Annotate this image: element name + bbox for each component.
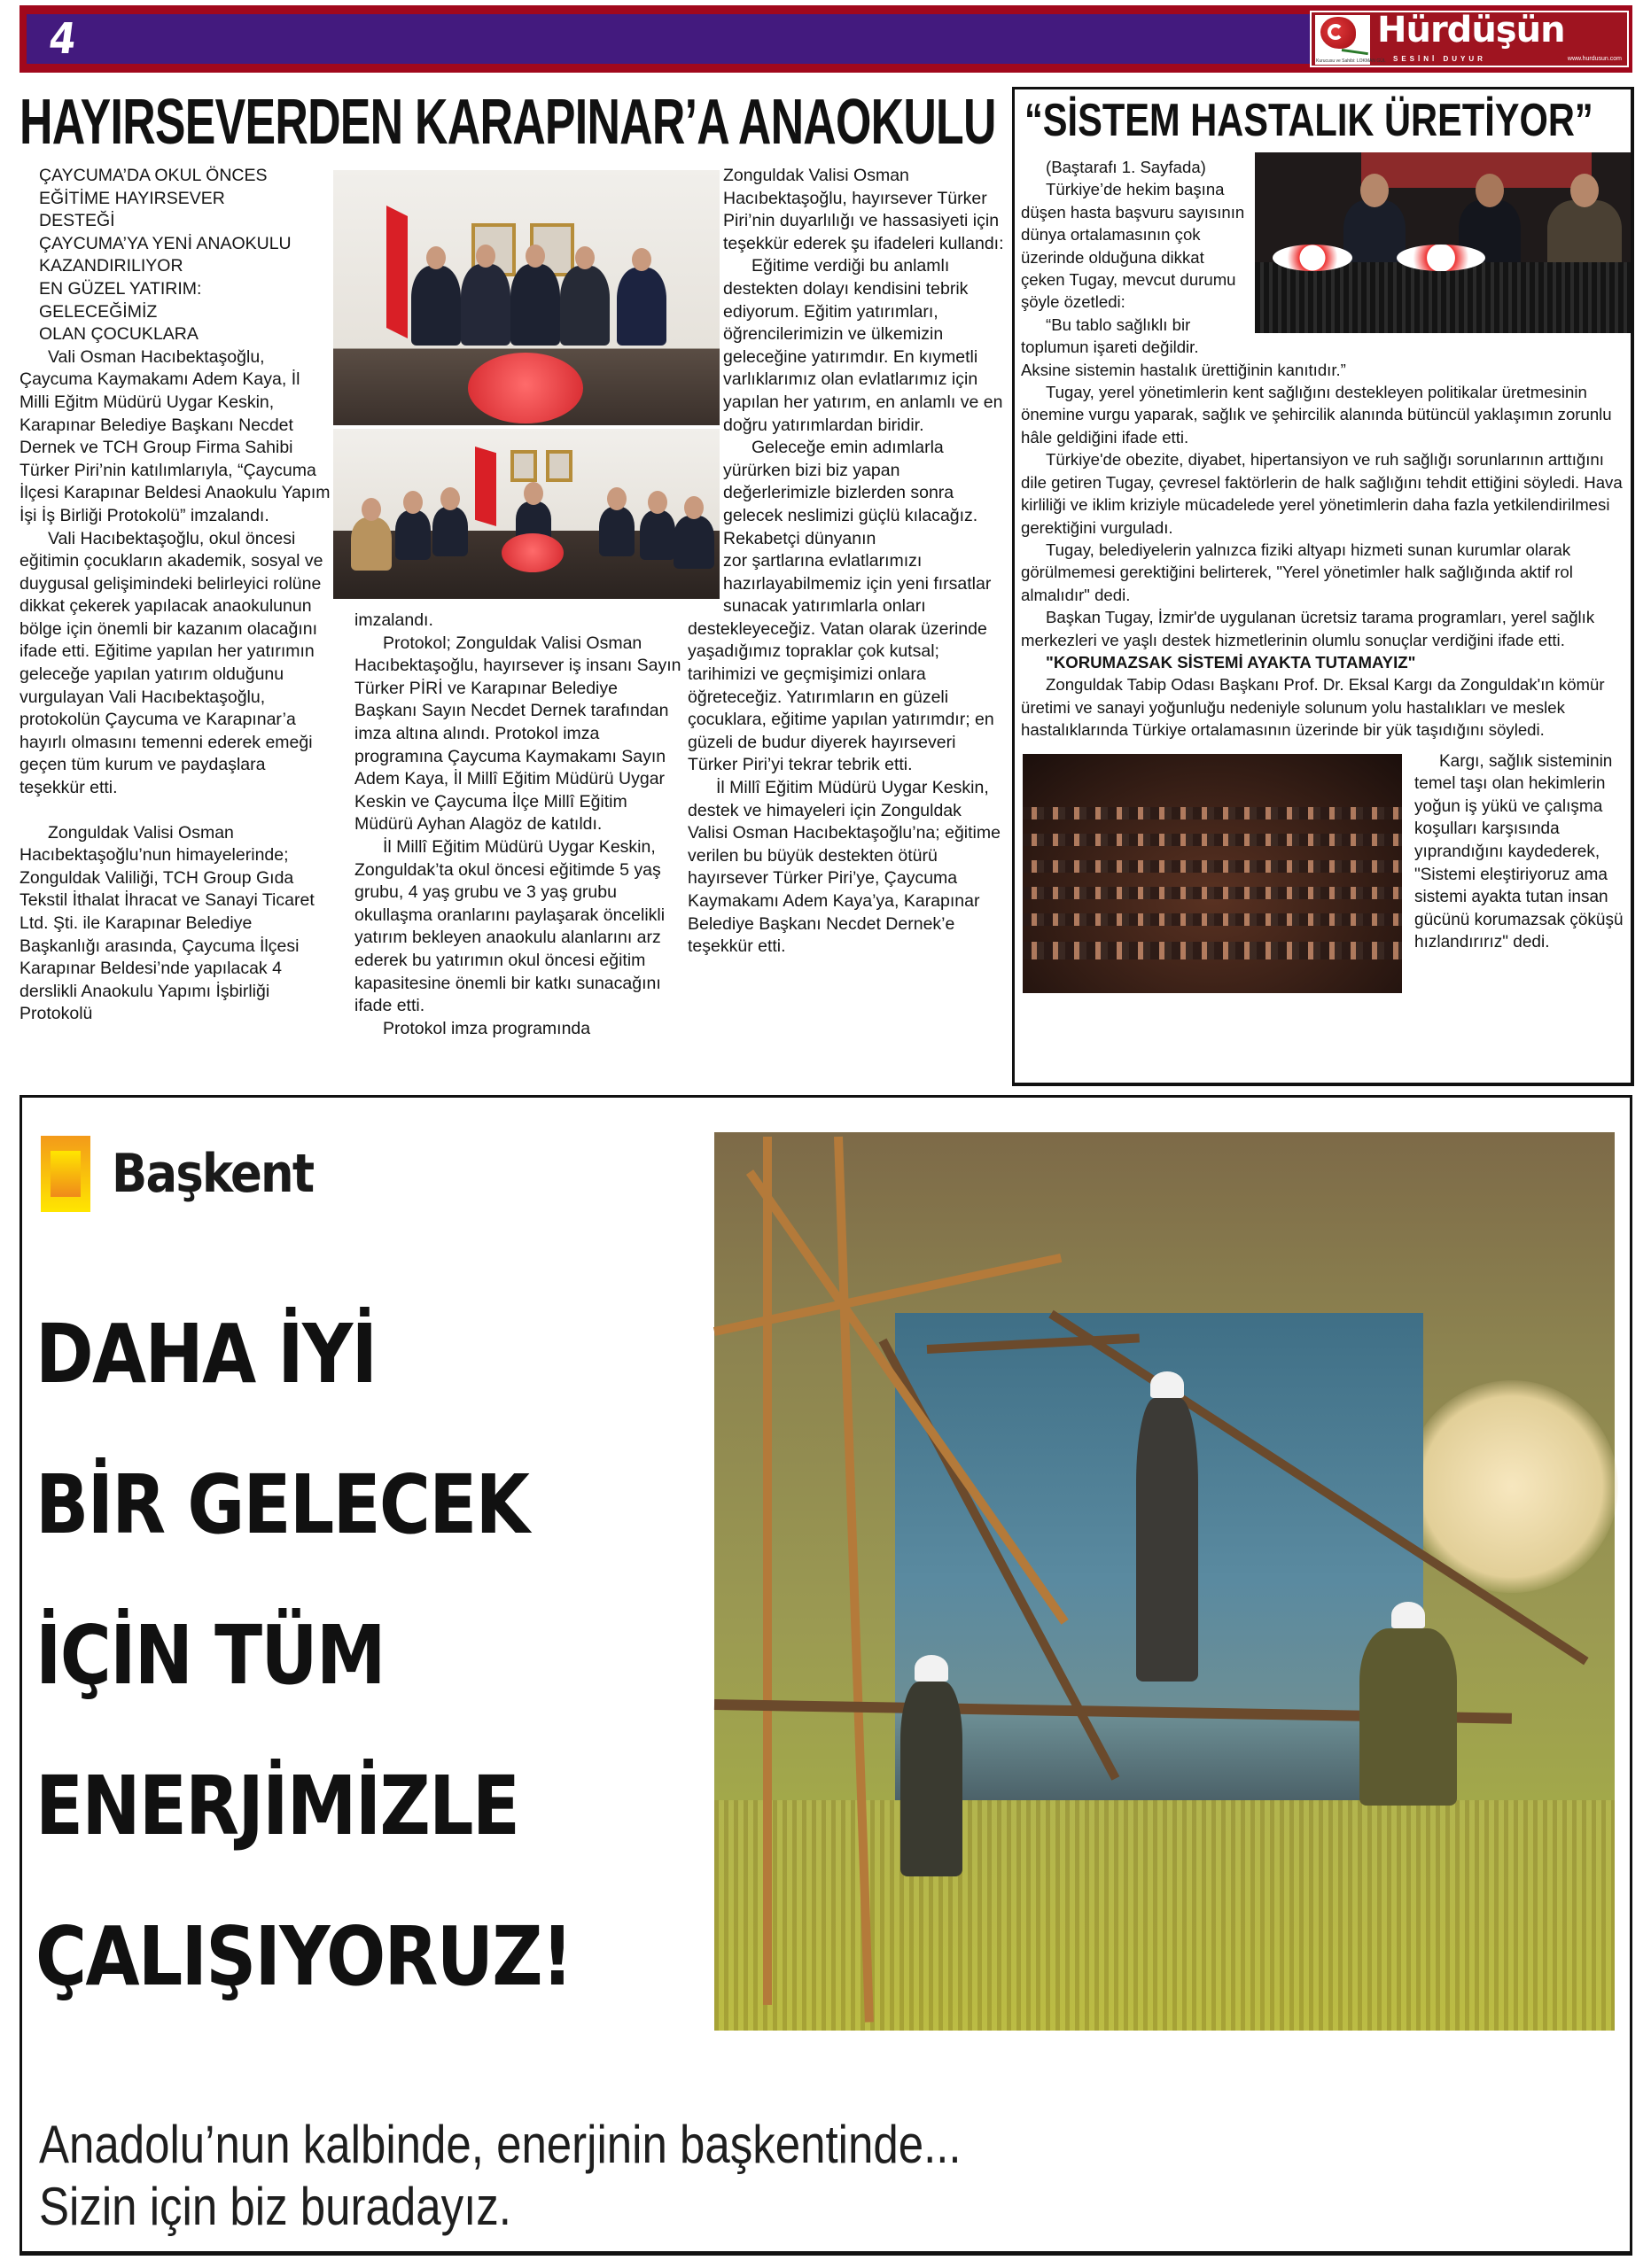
left-article-column-1 [19,165,331,1026]
right-article-headline: “SİSTEM HASTALIK ÜRETİYOR” [1024,95,1593,146]
rose-flag-icon [1315,15,1386,65]
subhead: DESTEĞİ [39,211,115,231]
logo-credit: Kurucusu ve Sahibi: LOKMAN GÜL [1316,58,1386,64]
ad-slogan [35,1308,709,2061]
audience-photo [1023,754,1402,993]
worker [1359,1628,1457,1806]
subhead: GELECEĞİMİZ [39,301,158,322]
paragraph: Başkan Tugay, İzmir'de uygulanan ücretsiz tarama programları, yerel sağlık merkezleri ve yaşlı destek hizmetlerinin olumlu sonuçlar verdiğini ifade etti. [1021,608,1595,649]
flag-flower-arrangement [502,533,564,572]
subhead: OLAN ÇOCUKLARA [39,324,199,345]
slogan-line: BİR GELECEK [35,1457,529,1552]
worker [1136,1398,1198,1682]
brand-name: Başkent [112,1143,314,1205]
paragraph: Tugay, yerel yönetimlerin kent sağlığını destekleyen politikalar üretmesinin önemine vurgu yaparak, sağlık ve şehircilik alanında bütüncül yaklaşımın zorunlu hâle geldiğini ifade etti. [1021,383,1612,447]
logo-tagline: SESİNİ DUYUR [1393,55,1486,63]
meeting-table-photo [333,429,720,599]
paragraph: Vali Osman Hacıbektaşoğlu, Çaycuma Kaymakamı Adem Kaya, İl Milli Eğitm Müdürü Uygar Keskin, Karapınar Belediye Başkanı Necdet Dernek ve TCH Group Firma Sahibi Türker Piri’nin katılımlarıyla, “Çaycuma İlçesi Karapınar Beldesi Anaokulu Yapım İşi İş Birliği Protokolü” imzalandı. [19,346,331,525]
masthead [19,5,1632,73]
paragraph: Geleceğe emin adımlarla yürürken bizi biz yapan değerlerimizle bizlerden sonra gelecek neslimizi güçlü kılacağız. Rekabetçi dünyanın [723,438,978,548]
left-article-column-2 [354,610,682,1040]
paragraph: “Bu tablo sağlıklı bir toplumun işareti değildir. Aksine sistemin hastalık ürettiğinin kanıtıdır.” [1021,315,1346,379]
paragraph: imzalandı. [354,610,433,630]
subhead: ÇAYCUMA’YA YENİ ANAOKULU [39,233,292,253]
subhead: KAZANDIRILIYOR [39,256,183,276]
paragraph: Protokol; Zonguldak Valisi Osman Hacıbektaşoğlu, hayırsever iş insanı Sayın Türker PİRİ ve Karapınar Belediye Başkanı Sayın Necdet Dernek tarafından imza altına alındı. Protokol imza programına Çaycuma Kaymakamı Sayın Adem Kaya, İl Millî Eğitim Müdürü Uygar Keskin ve Çaycuma İlçe Millî Eğitim Müdürü Ayhan Alagöz de katıldı. [354,633,681,835]
newspaper-logo[interactable] [1310,11,1629,67]
subhead: "KORUMAZSAK SİSTEMİ AYAKTA TUTAMAYIZ" [1046,652,1416,672]
left-article-column-3 [688,165,1005,959]
paragraph: Zonguldak Valisi Osman Hacıbektaşoğlu’nun himayelerinde; Zonguldak Valiliği, TCH Group Gıda Tekstil İthalat İhracat ve Sanayi Ticaret Ltd. Şti. ile Karapınar Belediye Başkanlığı arasında, Çaycuma İlçesi Karapınar Beldesi’nde yapılacak 4 derslikli Anaokulu Yapımı İşbirliği Protokolü [19,822,315,1024]
paragraph: Türkiye'de obezite, diyabet, hipertansiyon ve ruh sağlığı sorunlarının arttığını dile getiren Tugay, çevresel faktörlerin de halk sağlığını tehdit ettiğini söyledi. Hava kirliliği ve iklim kriziyle mücadelede yerel yönetimlerin daha fazla yetkilendirilmesi gerektiğini vurguladı. [1021,450,1623,537]
panel-discussion-photo [1255,152,1631,333]
brand-logo[interactable] [41,1134,340,1214]
paragraph: (Baştarafı 1. Sayfada) [1046,158,1206,176]
worker [900,1682,962,1876]
turkish-flag-icon [475,447,496,526]
left-article-headline: HAYIRSEVERDEN KARAPINAR’A ANAOKULU [19,87,996,158]
ad-footer-line: Anadolu’nun kalbinde, enerjinin başkentinde... [39,2115,962,2174]
paragraph: İl Millî Eğitim Müdürü Uygar Keskin, Zonguldak’ta okul öncesi eğitimde 5 yaş grubu, 4 yaş grubu ve 3 yaş grubu okullaşma oranlarını paylaşarak öncelikli yatırım bekleyen anaokulu alanlarını arz ederek bu yatırımın okul öncesi eğitim kapasitesine önemli bir katkı sunacağını ifade etti. [354,836,666,1016]
slogan-line: DAHA İYİ [35,1307,377,1402]
slogan-line: İÇİN TÜM [35,1608,385,1703]
ad-footer-line: Sizin için biz buradayız. [39,2177,511,2236]
subhead: ÇAYCUMA’DA OKUL ÖNCES [39,166,268,185]
paragraph: zor şartlarına evlatlarımızı hazırlayabilmemiz için yeni fırsatlar sunacak yatırımlarla onları destekleyeceğiz. Vatan olarak üzerinde yaşadığımız topraklar çok kutsal; tarihimizi ve geçmişimizi onlara öğreteceğiz. Yatırımların en güzeli çocuklara, eğitime yapılan yatırımdır; en güzeli de budur diyerek hayırseveri Türker Piri’yi tekrar tebrik etti. [688,551,994,775]
right-article-text [1021,156,1627,997]
paragraph: Protokol imza programında [383,1018,591,1038]
page-number: 4 [46,14,80,64]
power-line-workers-photo [714,1132,1615,2031]
paragraph: Zonguldak Tabip Odası Başkanı Prof. Dr. Eksal Kargı da Zonguldak'ın kömür üretimi ve sanayi yoğunluğu nedeniyle solunum yolu hastalıkları ve meslek hastalıklarında Türkiye ortalamasının üzerinde bir yük taşıdığını söyledi. [1021,675,1605,740]
paragraph: Türkiye’de hekim başına düşen hasta başvuru sayısının dünya ortalamasının çok üzerinde olduğuna dikkat çeken Tugay, mevcut durumu şöyle özetledi: [1021,180,1245,312]
slogan-line: ENERJİMİZLE [35,1759,519,1853]
paragraph: Tugay, belediyelerin yalnızca fiziki altyapı hizmeti sunan kurumlar olarak görülmemesi gerektiğini belirterek, "Yerel yönetimler halk sağlığında aktif rol almalıdır" dedi. [1021,540,1573,604]
protocol-signing-photo [333,170,720,425]
paragraph: Zonguldak Valisi Osman Hacıbektaşoğlu, hayırsever Türker Piri’nin duyarlılığı ve hassasiyeti için teşekkür ederek şu ifadeleri kullandı: [723,166,1004,253]
ad-footer [39,2114,962,2238]
paragraph: Vali Hacıbektaşoğlu, okul öncesi eğitimin çocukların akademik, sosyal ve duygusal gelişimindeki belirleyici rolüne dikkat çekerek yapılacak anaokulunun bölge için önemli bir kazanım olacağını ifade etti. Eğitime yapılan her yatırımın geleceğe yapılan yatırım olduğunu vurgulayan Vali Hacıbektaşoğlu, protokolün Çaycuma ve Karapınar’a hayırlı olmasını temenni ederek emeği geçen tüm kurum ve paydaşlara teşekkür etti. [19,528,323,798]
subhead: EN GÜZEL YATIRIM: [39,278,202,299]
paragraph: İl Millî Eğitim Müdürü Uygar Keskin, destek ve himayeleri için Zonguldak Valisi Osman Hacıbektaşoğlu’na; eğitime verilen bu büyük destekten ötürü hayırsever Türker Piri’ye, Çaycuma Kaymakamı Adem Kaya’ya, Karapınar Belediye Başkanı Necdet Dernek’e teşekkür etti. [688,778,1001,957]
slogan-line: ÇALIŞIYORUZ! [35,1909,572,2004]
brand-mark-icon [41,1136,90,1212]
paragraph: Eğitime verdiği bu anlamlı destekten dolayı kendisini tebrik ediyorum. Eğitim yatırımları, öğrencilerimizin ve ülkemizin geleceğine yatırımdır. En kıymetli varlıklarımız olan evlatlarımız için yapılan her yatırım, en anlamlı ve en doğru yatırımlardan biridir. [723,256,1003,435]
flag-flower-arrangement [468,353,583,423]
logo-name: Hürdüşün [1377,10,1565,50]
subhead: EĞİTİME HAYIRSEVER [39,188,225,208]
turkish-flag-icon [386,206,408,338]
paragraph: Kargı, sağlık sisteminin temel taşı olan hekimlerin yoğun iş yükü ve çalışma koşulları karşısında yıprandığını kaydederek, "Sistemi eleştiriyoruz ama sistemi ayakta tutan insan gücünü korumazsak çöküşü hızlandırırız" dedi. [1414,751,1624,952]
logo-url: www.hurdusun.com [1567,56,1622,62]
